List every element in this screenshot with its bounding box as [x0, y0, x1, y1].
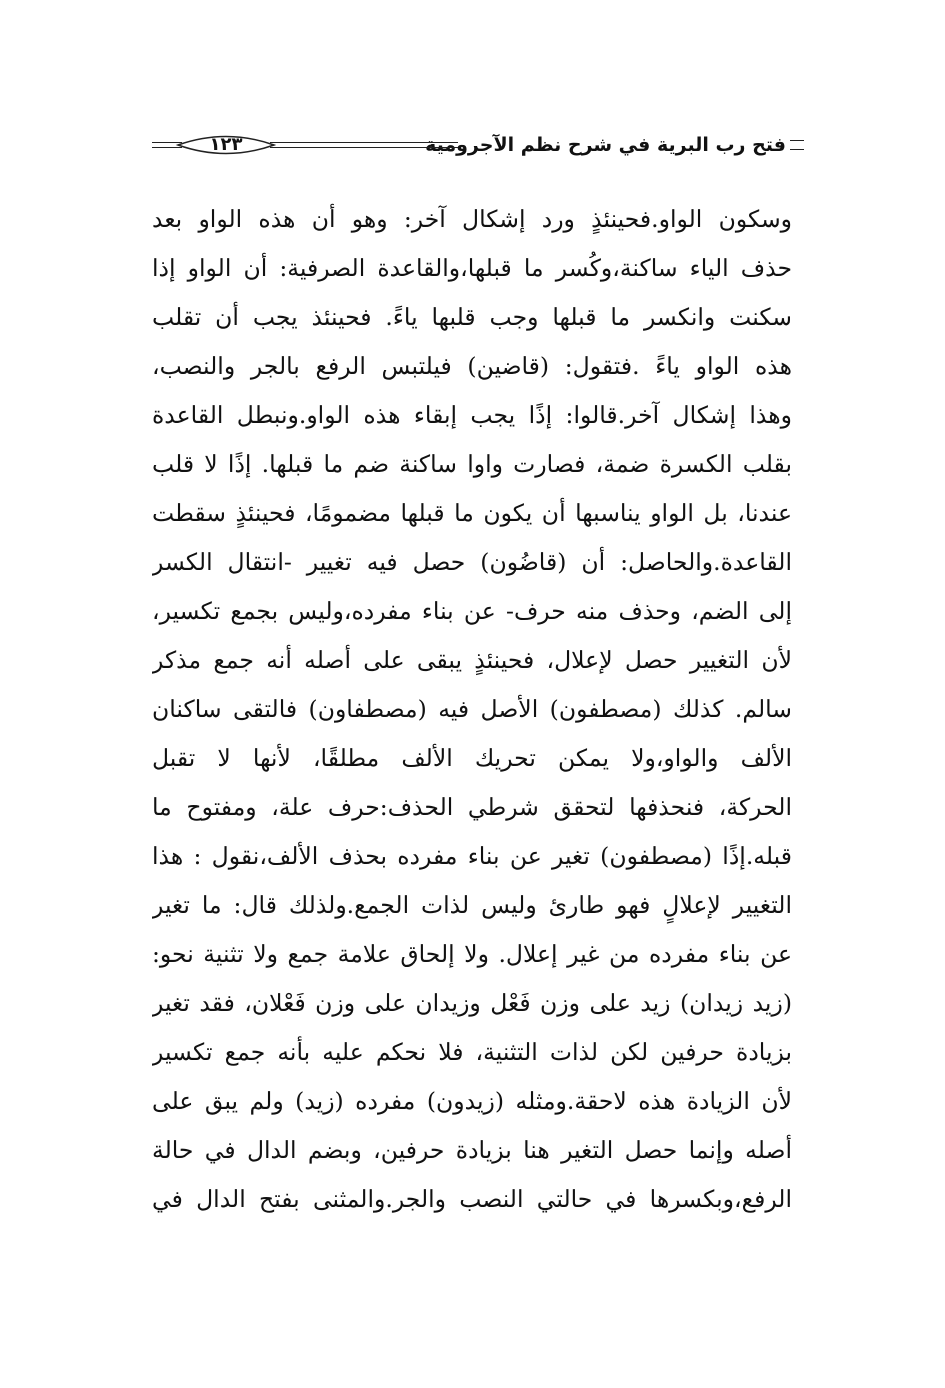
text-line: إلى الضم، وحذف منه حرف- عن بناء مفرده،وليس بجمع تكسير،: [152, 597, 792, 625]
text-line: الرفع،وبكسرها في حالتي النصب والجر.والمثنى بفتح الدال في: [152, 1185, 792, 1213]
text-line: لأن التغيير حصل لإعلال، فحينئذٍ يبقى على أصله أنه جمع مذكر: [152, 646, 792, 674]
header-rule-top: [270, 142, 458, 143]
body-text: [152, 195, 792, 1224]
page-number-frame: [174, 130, 278, 160]
text-line: أصله وإنما حصل التغير هنا بزيادة حرفين، وبضم الدال في حالة: [152, 1136, 792, 1164]
text-line: التغيير لإعلالٍ فهو طارئ وليس لذات الجمع.ولذلك قال: ما تغير: [152, 891, 792, 919]
page-number: ١٢٣: [209, 134, 243, 155]
text-line: سكنت وانكسر ما قبلها وجب قلبها ياءً. فحينئذ يجب أن تقلب: [152, 303, 792, 331]
text-line: (زيد زيدان) زيد على وزن فَعْل وزيدان على وزن فَعْلان، فقد تغير: [152, 989, 792, 1017]
text-line: قبله.إذًا (مصطفون) تغير عن بناء مفرده بحذف الألف،نقول : هذا: [152, 842, 792, 870]
text-line: عندنا، بل الواو يناسبها أن يكون ما قبلها مضمومًا، فحينئذٍ سقطت: [152, 499, 792, 527]
text-line: القاعدة.والحاصل: أن (قاضُون) حصل فيه تغيير -انتقال الكسر: [152, 548, 792, 576]
text-line: الحركة، فنحذفها لتحقق شرطي الحذف:حرف علة، ومفتوح ما: [152, 793, 792, 821]
text-line: لأن الزيادة هذه لاحقة.ومثله (زيدون) مفرده (زيد) ولم يبق على: [152, 1087, 792, 1115]
text-line: وهذا إشكال آخر.قالوا: إذًا يجب إبقاء هذه الواو.ونبطل القاعدة: [152, 401, 792, 429]
text-line: الألف والواو،ولا يمكن تحريك الألف مطلقًا، لأنها لا تقبل: [152, 744, 792, 772]
text-line: بقلب الكسرة ضمة، فصارت واوا ساكنة ضم ما قبلها. إذًا لا قلب: [152, 450, 792, 478]
text-line: بزيادة حرفين لكن لذات التثنية، فلا نحكم عليه بأنه جمع تكسير: [152, 1038, 792, 1066]
header-dash: [790, 140, 804, 150]
text-line: وسكون الواو.فحينئذٍ ورد إشكال آخر: وهو أن هذه الواو بعد: [152, 205, 792, 233]
book-title: فتح رب البرية في شرح نظم الآجرومية: [425, 134, 786, 156]
page-header: [152, 128, 804, 164]
text-line: سالم. كذلك (مصطفون) الأصل فيه (مصطفاون) فالتقى ساكنان: [152, 695, 792, 723]
text-line: هذه الواو ياءً .فتقول: (قاضين) فيلتبس الرفع بالجر والنصب،: [152, 352, 792, 380]
text-line: حذف الياء ساكنة،وكُسر ما قبلها،والقاعدة الصرفية: أن الواو إذا: [152, 254, 792, 282]
text-line: عن بناء مفرده من غير إعلال. ولا إلحاق علامة جمع ولا تثنية نحو:: [152, 940, 792, 968]
header-rule-bottom: [270, 147, 458, 148]
